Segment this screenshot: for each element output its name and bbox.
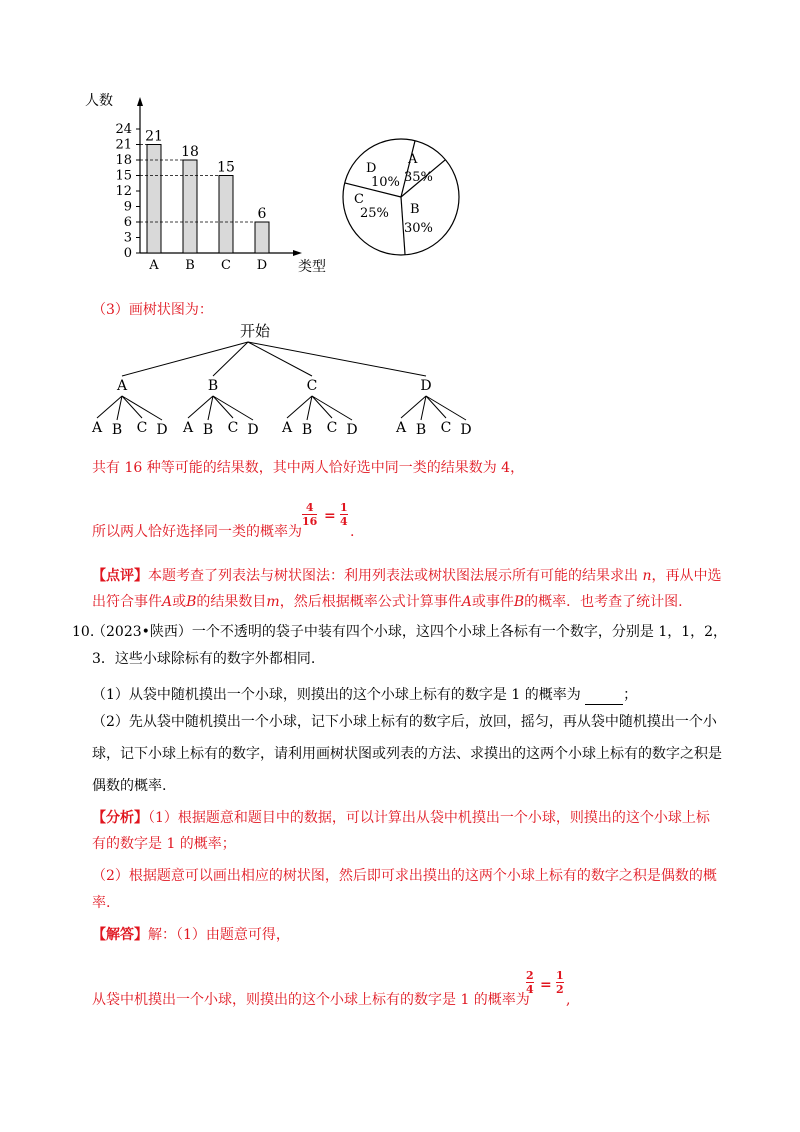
tree-edge [426,396,466,420]
tree-leaf-node: A [182,420,194,436]
pie-label-d: D [366,161,377,176]
solution-frac1-num: 2 [526,969,534,982]
solution-line-2: 从袋中机摸出一个小球，则摸出的这个小球上标有的数字是 1 的概率为 [92,992,530,1008]
tree-leaf-node: C [227,420,239,436]
bar-category-label: C [221,258,231,273]
analysis-text-1: （1）根据题意和题目中的数据，可以计算出从袋中机摸出一个小球，则摸出的这个小球上标 [148,810,710,826]
prob-fraction-2 [340,502,348,527]
comment-text-7: 或事件 [471,594,514,610]
solution-fraction-1 [526,970,534,995]
analysis-line-4: 率. [92,895,111,911]
tree-leaf-node: D [156,422,168,438]
question-2-line-1: （2）先从袋中随机摸出一个小球，记下小球上标有的数字后，放回，摇匀，再从袋中随机摸出一个小 [92,714,717,730]
prob-frac2-num: 1 [340,501,348,514]
tree-leaf-node: A [91,420,103,436]
tree-leaf-node: A [395,420,407,436]
tree-leaf-node: C [326,420,338,436]
pie-label-c: C [354,192,364,207]
pie-pct-c: 25% [360,206,389,221]
prob-fraction-1 [302,502,317,527]
prob-frac2-den: 4 [340,515,348,528]
bar-category-label: A [149,258,159,273]
prob-frac1-den: 16 [302,515,318,528]
comment-text-3: 出符合事件 [92,594,162,610]
y-tick-label: 12 [115,184,132,199]
tree-leaf-node: B [415,422,427,438]
comment-text-1: 本题考查了列表法与树状图法：利用列表法或树状图法展示所有可能的结果求出 [148,568,638,584]
tree-leaf-node: D [247,422,259,438]
tree-edge [426,396,446,418]
bar-chart-ylabel: 人数 [85,93,113,109]
tree-edge [122,342,248,376]
bar-category-label: B [185,258,195,273]
comment-text-5: 的结果数目 [196,594,267,610]
prob-frac1-num: 4 [305,501,314,514]
bar [255,222,269,253]
comment-var-b: B [186,594,197,610]
pie-label-a: A [408,152,418,167]
step3-label: （3）画树状图为： [92,302,213,318]
bar-chart-xlabel: 类型 [298,259,326,275]
bar-value-label: 18 [181,144,199,160]
y-tick-label: 3 [123,230,132,246]
y-tick-label: 15 [115,168,132,184]
tree-leaf-node: B [301,422,313,438]
solution-equals: = [540,977,552,993]
x-axis-arrow [293,250,302,256]
y-tick-label: 9 [123,199,132,215]
pie-pct-a: 35% [404,170,433,185]
bar-value-label: 6 [257,206,267,222]
comment-tag: 【点评】 [92,568,148,584]
prob-equals: = [324,508,336,524]
y-tick-label: 18 [115,153,132,168]
comment-text-8: 的概率．也考查了统计图. [524,594,683,610]
pie-slice-boundary [401,141,415,197]
comment-var-m: m [266,594,280,610]
solution-fraction-2 [556,970,564,995]
analysis-tag: 【分析】 [92,810,148,826]
comment-var-n: n [642,568,652,584]
tree-edge [248,342,312,376]
bar [183,160,197,253]
tree-edge [312,396,352,420]
tree-branch-node: C [306,378,318,394]
comment-line-1 [92,566,721,586]
question-2-line-2: 球，记下小球上标有的数字，请利用画树状图或列表的方法、求摸出的这两个小球上标有的数字之积是 [92,746,722,762]
solution-text-1: 解：（1）由题意可得， [148,927,290,943]
tree-edge [312,396,332,418]
tree-branch-node: A [116,378,128,394]
pie-pct-b: 30% [404,221,433,236]
bar [219,176,233,254]
solution-line-1 [92,925,290,945]
tree-edge [248,342,426,376]
y-tick-label: 21 [115,137,132,153]
question-2-line-3: 偶数的概率. [92,778,167,794]
comment-line-2 [92,592,683,612]
pie-pct-d: 10% [371,175,400,190]
pie-chart [340,135,465,260]
y-tick-label: 24 [115,122,132,137]
tree-edge [213,396,253,420]
tree-leaf-node: B [202,422,214,438]
comment-text-4: 或 [172,594,187,610]
tree-leaf-node: D [346,422,358,438]
bar-chart [80,85,340,280]
solution-frac1-den: 4 [526,983,534,996]
tree-leaf-node: C [440,420,452,436]
y-tick-label: 6 [123,215,132,230]
tree-branch-node: B [207,378,219,394]
tree-edge [122,396,162,420]
comment-text-6: ，然后根据概率公式计算事件 [279,594,462,610]
tree-root: 开始 [240,322,271,340]
tree-diagram [80,318,500,448]
tree-leaf-node: D [460,422,472,438]
tree-leaf-node: B [111,422,123,438]
problem-line-1: （2023•陕西）一个不透明的袋子中装有四个小球，这四个小球上各标有一个数字，分别是 1，1，2， [92,624,728,640]
solution-end: , [566,992,571,1008]
bar-value-label: 21 [145,128,163,145]
tree-edge [213,396,233,418]
problem-line-2: 3．这些小球除标有的数字外都相同. [92,651,316,667]
comment-var-a2: A [461,594,472,610]
comment-var-b2: B [513,594,525,610]
pie-label-b: B [410,202,420,217]
y-axis-arrow [137,97,143,106]
question-1 [92,685,637,705]
bar-value-label: 15 [217,159,235,176]
prob-end: . [350,524,355,540]
prob-line-prefix: 所以两人恰好选择同一类的概率为 [92,524,302,540]
comment-text-2: ，再从中选 [651,568,722,584]
analysis-line-3: （2）根据题意可以画出相应的树状图，然后即可求出摸出的这两个小球上标有的数字之积是偶数的概 [92,868,717,884]
solution-frac2-num: 1 [556,969,564,982]
tree-branch-node: D [420,378,432,394]
solution-tag: 【解答】 [92,927,148,943]
answer-blank[interactable] [585,690,623,705]
y-tick-label: 0 [123,246,132,261]
result-line: 共有 16 种等可能的结果数，其中两人恰好选中同一类的结果数为 4， [92,460,525,476]
problem-number: 10. [72,624,95,640]
question-1-text: （1）从袋中随机摸出一个小球，则摸出的这个小球上标有的数字是 1 的概率为 [92,687,581,703]
solution-frac2-den: 2 [556,983,564,996]
comment-var-a: A [162,594,173,610]
analysis-line-2: 有的数字是 1 的概率； [92,836,236,852]
tree-leaf-node: A [281,420,293,436]
analysis-line-1 [92,808,710,828]
tree-edge [122,396,142,418]
bar-category-label: D [256,258,268,273]
bar [147,145,161,254]
question-1-end: ； [623,687,638,703]
tree-leaf-node: C [136,420,148,436]
